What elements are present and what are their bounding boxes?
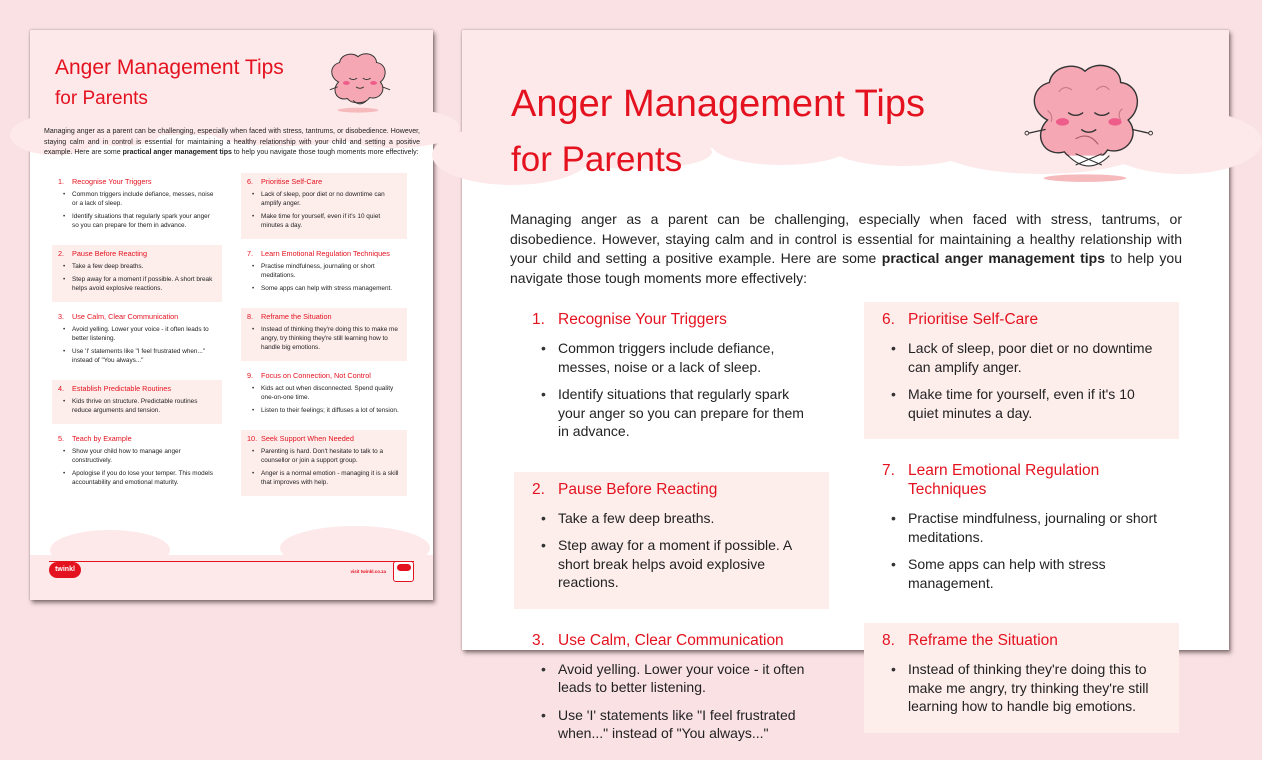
footer-divider	[49, 561, 414, 562]
twinkl-logo: twinkl	[49, 562, 81, 578]
tip-bullet: • Common triggers include defiance, messes, noise or a lack of sleep.	[58, 190, 216, 208]
tip-section-8	[864, 623, 1179, 733]
tip-section-8	[241, 308, 407, 361]
intro-paragraph: Managing anger as a parent can be challenging, especially when faced with stress, tantrums, or disobedience. However, staying calm and in control is essential for maintaining a healthy relationship with your child and setting a positive example. Here are some practical anger management tips to help you navigate those tough moments more effectively:	[510, 211, 1182, 286]
tip-bullet: • Kids act out when disconnected. Spend quality one-on-one time.	[247, 384, 401, 402]
document-preview-zoomed	[462, 30, 1229, 741]
tip-heading: 8. Reframe the Situation	[247, 312, 332, 321]
tip-section-6	[241, 173, 407, 239]
meditating-brain-icon	[318, 48, 398, 116]
quality-badge-icon	[393, 561, 414, 582]
meditating-brain-icon	[1010, 50, 1160, 190]
page-title: Anger Management Tips	[55, 56, 284, 79]
tip-heading: 5. Teach by Example	[58, 434, 132, 443]
tip-section-7	[241, 245, 407, 302]
tip-section-3	[514, 623, 829, 760]
tips-column-left	[52, 173, 222, 496]
tip-bullet: • Parenting is hard. Don't hesitate to talk to a counsellor or join a support group.	[247, 447, 401, 465]
tip-section-7	[864, 453, 1179, 609]
tip-bullet: • Instead of thinking they're doing this to make me angry, try thinking they're still learning how to handle big emotions.	[882, 660, 1161, 716]
tip-section-2	[514, 472, 829, 609]
tips-column-left	[514, 302, 829, 760]
tip-bullet: • Some apps can help with stress management.	[247, 284, 401, 293]
tip-bullet: • Instead of thinking they're doing this to make me angry, try thinking they're still learning how to handle big emotions.	[247, 325, 401, 352]
tip-heading: 7. Learn Emotional Regulation Techniques	[882, 462, 1100, 498]
tip-section-1	[514, 302, 829, 458]
tip-heading: 6. Prioritise Self-Care	[882, 311, 1039, 328]
document-preview-full	[30, 30, 433, 600]
tip-bullet: • Avoid yelling. Lower your voice - it often leads to better listening.	[58, 325, 216, 343]
tip-bullet: • Step away for a moment if possible. A short break helps avoid explosive reactions.	[58, 275, 216, 293]
tip-section-4	[52, 380, 222, 424]
tip-heading: 1. Recognise Your Triggers	[58, 177, 152, 186]
page-subtitle: for Parents	[511, 140, 683, 179]
intro-paragraph: Managing anger as a parent can be challenging, especially when faced with stress, tantrums, or disobedience. However, staying calm and in control is essential for maintaining a healthy relationship with your child and setting a positive example. Here are some practical anger management tips to help you navigate those tough moments more effectively:	[44, 128, 420, 156]
tip-heading: 2. Pause Before Reacting	[532, 480, 718, 498]
tip-heading: 2. Pause Before Reacting	[58, 249, 148, 258]
tip-section-2	[52, 245, 222, 302]
tip-heading: 6. Prioritise Self-Care	[247, 177, 323, 186]
tips-column-right	[241, 173, 407, 496]
tip-heading: 8. Reframe the Situation	[882, 632, 1058, 649]
tip-bullet: • Some apps can help with stress management.	[882, 555, 1161, 592]
footer-url: visit twinkl.co.za	[350, 569, 386, 574]
page-subtitle: for Parents	[55, 88, 148, 109]
tip-heading: 9. Focus on Connection, Not Control	[247, 371, 371, 380]
tip-heading: 10. Seek Support When Needed	[247, 434, 354, 443]
tip-section-5	[52, 430, 222, 496]
tip-bullet: • Kids thrive on structure. Predictable routines reduce arguments and tension.	[58, 397, 216, 415]
tip-section-3	[52, 308, 222, 374]
tip-bullet: • Listen to their feelings; it diffuses a lot of tension.	[247, 406, 401, 415]
page-title: Anger Management Tips	[511, 83, 926, 125]
tip-bullet: • Common triggers include defiance, messes, noise or a lack of sleep.	[532, 339, 811, 376]
tip-bullet: • Make time for yourself, even if it's 10 quiet minutes a day.	[247, 212, 401, 230]
tip-bullet: • Practise mindfulness, journaling or short meditations.	[247, 262, 401, 280]
tip-section-10	[241, 430, 407, 496]
tip-bullet: • Avoid yelling. Lower your voice - it often leads to better listening.	[532, 660, 811, 697]
tip-section-9	[241, 367, 407, 424]
tips-column-right	[864, 302, 1179, 733]
tip-section-6	[864, 302, 1179, 439]
cloud-shape	[712, 125, 852, 165]
tip-bullet: • Identify situations that regularly spark your anger so you can prepare for them in advance.	[58, 212, 216, 230]
tip-bullet: • Use 'I' statements like "I feel frustrated when..." instead of "You always..."	[532, 706, 811, 743]
tip-bullet: • Use 'I' statements like "I feel frustrated when..." instead of "You always..."	[58, 347, 216, 365]
tip-bullet: • Step away for a moment if possible. A short break helps avoid explosive reactions.	[532, 536, 811, 592]
tip-heading: 7. Learn Emotional Regulation Techniques	[247, 249, 390, 258]
tip-bullet: • Make time for yourself, even if it's 10 quiet minutes a day.	[882, 385, 1161, 422]
tip-section-1	[52, 173, 222, 239]
tip-bullet: • Take a few deep breaths.	[58, 262, 216, 271]
tip-heading: 4. Establish Predictable Routines	[58, 384, 171, 393]
tip-bullet: • Show your child how to manage anger constructively.	[58, 447, 216, 465]
tip-bullet: • Apologise if you do lose your temper. This models accountability and emotional maturity.	[58, 469, 216, 487]
tip-bullet: • Lack of sleep, poor diet or no downtime can amplify anger.	[247, 190, 401, 208]
tip-bullet: • Anger is a normal emotion - managing it is a skill that improves with help.	[247, 469, 401, 487]
tip-bullet: • Identify situations that regularly spark your anger so you can prepare for them in advance.	[532, 385, 811, 441]
tip-bullet: • Take a few deep breaths.	[532, 509, 811, 528]
tip-heading: 3. Use Calm, Clear Communication	[532, 631, 784, 649]
tip-bullet: • Lack of sleep, poor diet or no downtime can amplify anger.	[882, 339, 1161, 376]
tip-bullet: • Practise mindfulness, journaling or short meditations.	[882, 509, 1161, 546]
tip-heading: 3. Use Calm, Clear Communication	[58, 312, 179, 321]
tip-heading: 1. Recognise Your Triggers	[532, 311, 727, 328]
